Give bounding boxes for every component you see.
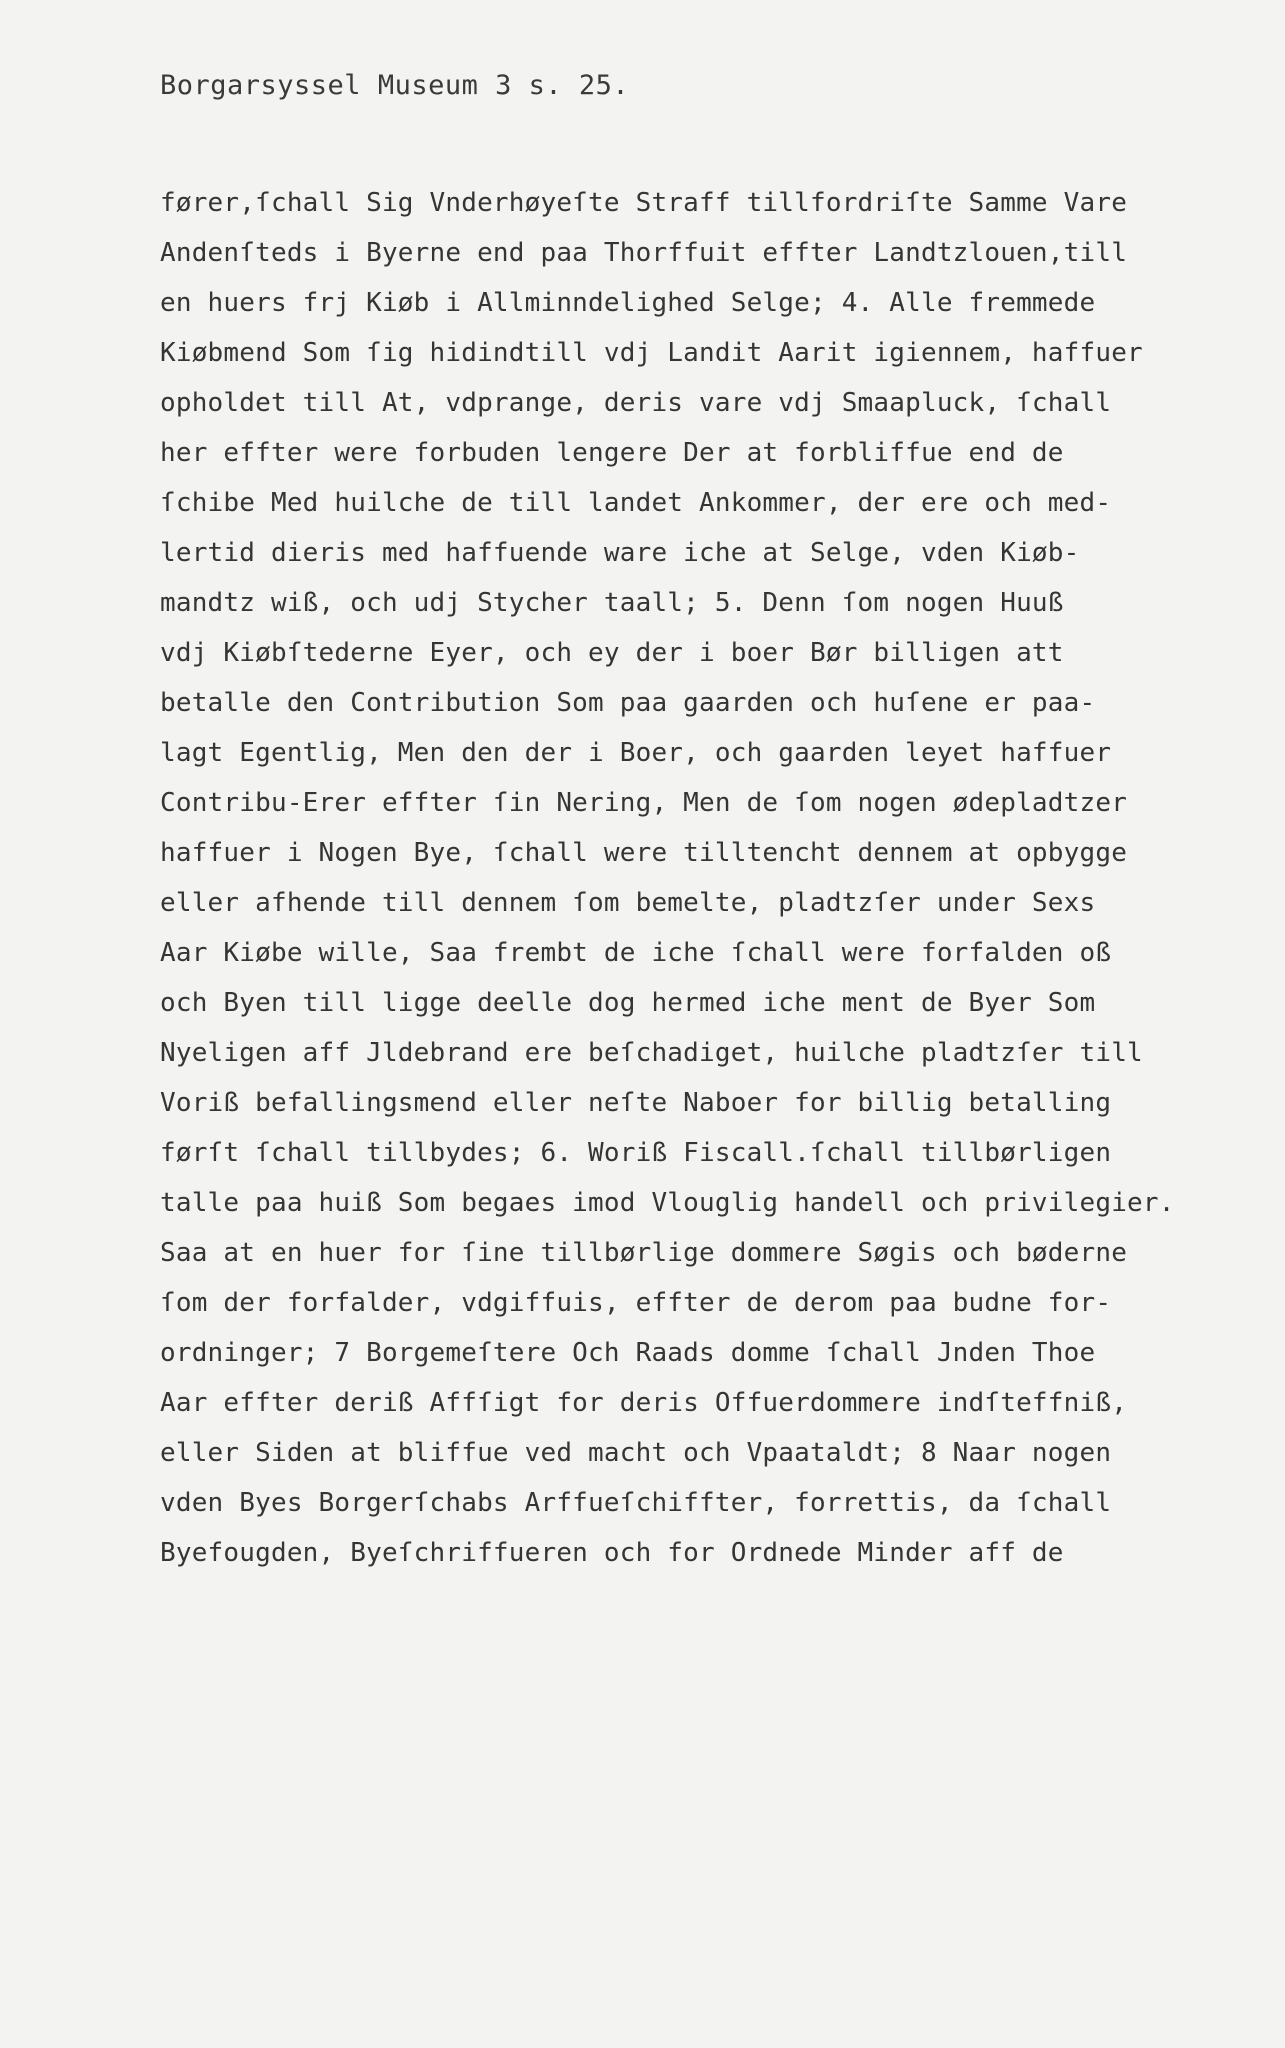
text-line: lertid dieris med haffuende ware iche at Selge, vden Kiøb- [160,538,1080,568]
text-line: lagt Egentlig, Men den der i Boer, och gaarden leyet haffuer [160,738,1112,768]
text-line: Aar Kiøbe wille, Saa frembt de iche ſchall were forfalden oß [160,938,1112,968]
text-line: ſom der forfalder, vdgiffuis, effter de derom paa budne for- [160,1288,1112,1318]
text-line: haffuer i Nogen Bye, ſchall were tilltencht dennem at opbygge [160,838,1128,868]
text-line: Aar effter deriß Affſigt for deris Offuerdommere indſteffniß, [160,1388,1128,1418]
text-line: Voriß befallingsmend eller neſte Naboer for billig betalling [160,1088,1112,1118]
text-line: førſt ſchall tillbydes; 6. Woriß Fiscall.ſchall tillbørligen [160,1138,1112,1168]
text-line: her effter were forbuden lengere Der at forbliffue end de [160,438,1064,468]
text-line: vden Byes Borgerſchabs Arffueſchiffter, forrettis, da ſchall [160,1488,1112,1518]
text-line: eller afhende till dennem ſom bemelte, pladtzſer under Sexs [160,888,1096,918]
text-line: en huers frj Kiøb i Allminndelighed Selge; 4. Alle fremmede [160,288,1096,318]
text-line: Contribu-Erer effter ſin Nering, Men de ſom nogen ødepladtzer [160,788,1128,818]
text-line: och Byen till ligge deelle dog hermed iche ment de Byer Som [160,988,1096,1018]
text-line: ordninger; 7 Borgemeſtere Och Raads domme ſchall Jnden Thoe [160,1338,1096,1368]
text-line: vdj Kiøbſtederne Eyer, och ey der i boer Bør billigen att [160,638,1064,668]
text-line: talle paa huiß Som begaes imod Vlouglig handell och privilegier. [160,1188,1175,1218]
text-line: Andenſteds i Byerne end paa Thorffuit effter Landtzlouen,till [160,238,1128,268]
text-line: eller Siden at bliffue ved macht och Vpaataldt; 8 Naar nogen [160,1438,1112,1468]
text-line: opholdet till At, vdprange, deris vare vdj Smaapluck, ſchall [160,388,1112,418]
page-header: Borgarsyssel Museum 3 s. 25. [160,70,630,101]
document-body [160,178,1175,1578]
text-line: Nyeligen aff Jldebrand ere beſchadiget, huilche pladtzſer till [160,1038,1143,1068]
text-line: ſchibe Med huilche de till landet Ankommer, der ere och med- [160,488,1112,518]
text-line: Kiøbmend Som ſig hidindtill vdj Landit Aarit igiennem, haffuer [160,338,1143,368]
text-line: mandtz wiß, och udj Stycher taall; 5. Denn ſom nogen Huuß [160,588,1064,618]
text-line: betalle den Contribution Som paa gaarden och huſene er paa- [160,688,1096,718]
text-line: Byefougden, Byeſchriffueren och for Ordnede Minder aff de [160,1538,1064,1568]
text-line: Saa at en huer for ſine tillbørlige dommere Søgis och bøderne [160,1238,1128,1268]
text-line: fører,ſchall Sig Vnderhøyeſte Straff tillfordriſte Samme Vare [160,188,1128,218]
